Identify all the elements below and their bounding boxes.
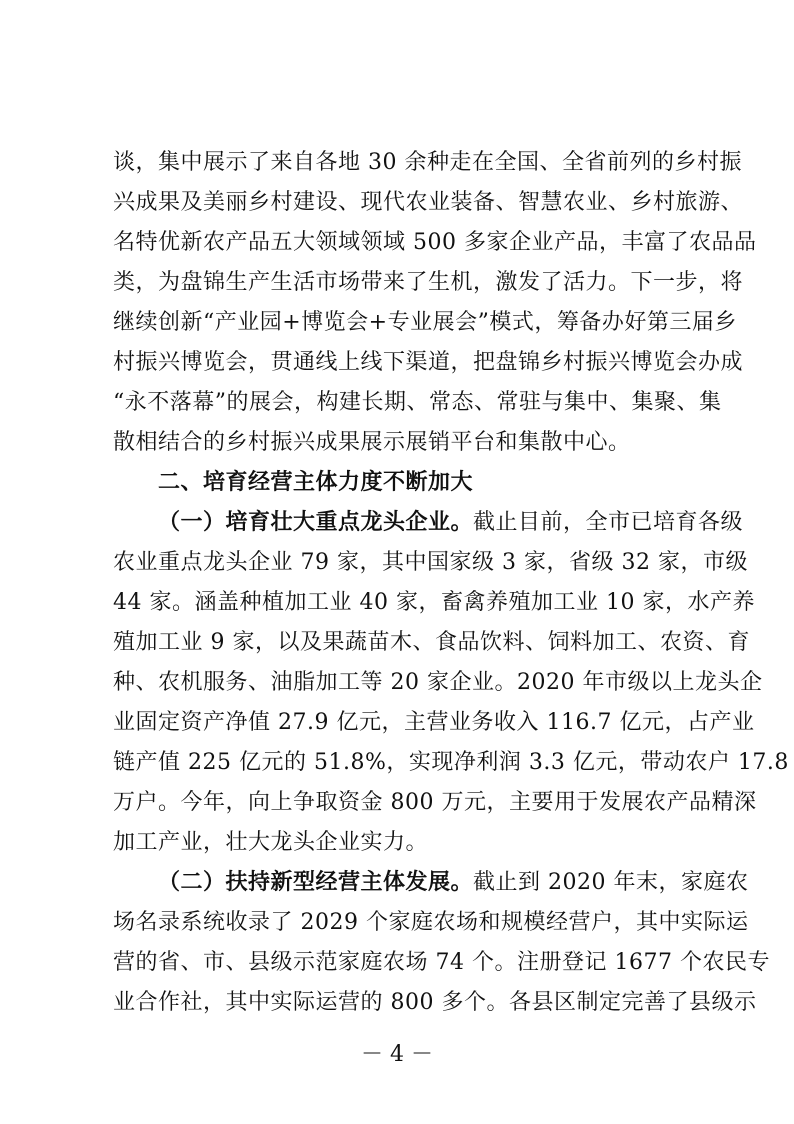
- body-text-line: 散相结合的乡村振兴成果展示展销平台和集散中心。: [113, 430, 631, 455]
- body-text-line: 44 家。涵盖种植加工业 40 家，畜禽养殖加工业 10 家，水产养: [113, 590, 755, 615]
- body-text-line: 业合作社，其中实际运营的 800 多个。各县区制定完善了县级示: [113, 990, 757, 1015]
- body-text-line: 农业重点龙头企业 79 家，其中国家级 3 家，省级 32 家，市级: [113, 550, 748, 575]
- body-text-line: 万户。今年，向上争取资金 800 万元，主要用于发展农产品精深: [113, 790, 757, 815]
- body-text: 截止目前，全市已培育各级: [473, 510, 744, 535]
- body-text-line: 谈，集中展示了来自各地 30 余种走在全国、全省前列的乡村振: [113, 150, 742, 175]
- paragraph-first-line: [158, 508, 748, 538]
- body-text-line: 类，为盘锦生产生活市场带来了生机，激发了活力。下一步，将: [113, 270, 744, 295]
- body-text-line: “永不落幕”的展会，构建长期、常态、常驻与集中、集聚、集: [113, 390, 722, 415]
- body-text: 截止到 2020 年末，家庭农: [473, 870, 749, 895]
- body-text-line: 继续创新“产业园+博览会+专业展会”模式，筹备办好第三届乡: [113, 310, 737, 335]
- section-heading: 二、培育经营主体力度不断加大: [158, 470, 474, 495]
- subsection-label: （二）扶持新型经营主体发展。: [158, 870, 474, 895]
- body-text-line: 村振兴博览会，贯通线上线下渠道，把盘锦乡村振兴博览会办成: [113, 350, 744, 375]
- body-text-line: 业固定资产净值 27.9 亿元，主营业务收入 116.7 亿元，占产业: [113, 710, 755, 735]
- body-text-line: 种、农机服务、油脂加工等 20 家企业。2020 年市级以上龙头企: [113, 670, 763, 695]
- body-text-line: 链产值 225 亿元的 51.8%，实现净利润 3.3 亿元，带动农户 17.8: [113, 750, 789, 775]
- body-text-line: 场名录系统收录了 2029 个家庭农场和规模经营户，其中实际运: [113, 910, 749, 935]
- body-text-line: 营的省、市、县级示范家庭农场 74 个。注册登记 1677 个农民专: [113, 950, 770, 975]
- body-text-line: 殖加工业 9 家，以及果蔬苗木、食品饮料、饲料加工、农资、育: [113, 630, 750, 655]
- page-number: － 4 －: [361, 1042, 433, 1067]
- body-text-line: 兴成果及美丽乡村建设、现代农业装备、智慧农业、乡村旅游、: [113, 190, 744, 215]
- subsection-label: （一）培育壮大重点龙头企业。: [158, 510, 474, 535]
- body-text-line: 名特优新农产品五大领域领域 500 多家企业产品，丰富了农品品: [113, 230, 757, 255]
- paragraph-first-line: [158, 868, 748, 898]
- body-text-line: 加工产业，壮大龙头企业实力。: [113, 830, 429, 855]
